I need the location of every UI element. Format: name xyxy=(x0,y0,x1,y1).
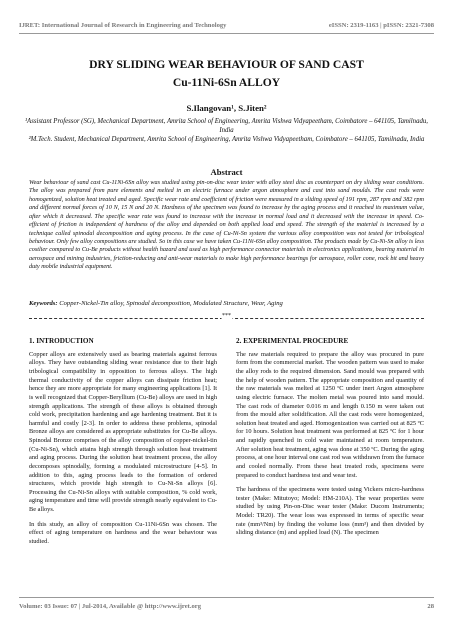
issn: eISSN: 2319-1163 | pISSN: 2321-7308 xyxy=(328,22,434,29)
page-number: 28 xyxy=(427,603,434,610)
keywords-text: Copper-Nickel-Tin alloy, Spinodal decomposition, Modulated Structure, Wear, Aging xyxy=(59,300,283,307)
abstract-heading: Abstract xyxy=(210,167,243,177)
keywords xyxy=(29,300,424,307)
affiliations xyxy=(24,118,429,145)
intro-heading: 1. INTRODUCTION xyxy=(29,337,94,345)
intro-paragraph-1: Copper alloys are extensively used as bearing materials against ferrous alloys. They have outstanding sliding wear resistance due to their high tribological compatibility in opposition to ferrous alloys. The high thermal conductivity of the copper alloys can dissipate friction heat; hence they are more appropriate for many engineering applications [1]. It is well recognized that Copper-Beryllium (Cu-Be) alloys are used in high strength applications. The strength of these alloys is obtained through cold work, precipitation hardening and age hardening treatment. But it is harmful and costly [2-3]. In order to address these problems, spinodal Bronze alloys are considered as appropriate substitutes for Cu-Be alloys. Spinodal Bronze comprises of the alloy composition of copper-nickel-tin (Cu-Ni-Sn), which attains high strength through solution heat treatment and aging process. During the solution heat treatment process, the alloy decomposes spinodally, forming a modulated microstructure [4-5]. In addition to this, aging process leads to the formation of ordered structures, which provide high strength to Cu-Ni-Sn alloys [6]. Processing the Cu-Ni-Sn alloys with suitable composition, % cold work, aging temperature and time will provide strength nearly equivalent to Cu-Be alloys. xyxy=(29,350,217,514)
volume-info: Volume: 03 Issue: 07 | Jul-2014, Available @ http://www.ijret.org xyxy=(19,603,202,610)
title-line-2: Cu-11Ni-6Sn ALLOY xyxy=(172,75,281,89)
footer-rule xyxy=(19,597,434,598)
header-rule xyxy=(19,33,434,34)
right-column xyxy=(236,337,424,544)
affiliation-2: ²M.Tech. Student, Mechanical Department, Amrita School of Engineering, Amrita Vishwa Vidyapeetham, Coimbatore – 641105, Tamilnadu, India xyxy=(28,135,425,143)
section-divider xyxy=(29,313,424,323)
experimental-heading: 2. EXPERIMENTAL PROCEDURE xyxy=(236,337,349,345)
keywords-label: Keywords: xyxy=(29,300,58,307)
journal-name: IJRET: International Journal of Research in Engineering and Technology xyxy=(19,22,227,29)
divider-mark: *** xyxy=(222,313,231,319)
authors: S.Ilangovan¹, S.Jiten² xyxy=(186,103,267,113)
intro-paragraph-2: In this study, an alloy of composition Cu-11Ni-6Sn was chosen. The effect of aging temperature on hardness and the wear behaviour was studied. xyxy=(29,520,217,545)
journal-header xyxy=(19,22,434,29)
paper-title xyxy=(0,56,453,92)
affiliation-1: ¹Assistant Professor (SG), Mechanical Department, Amrita School of Engineering, Amrita Vishwa Vidyapeetham, Coimbatore – 641105, Tamilnadu, India xyxy=(25,118,428,134)
left-column xyxy=(29,337,217,553)
title-line-1: DRY SLIDING WEAR BEHAVIOUR OF SAND CAST xyxy=(89,58,364,71)
page-footer xyxy=(19,603,434,610)
experimental-paragraph-1: The raw materials required to prepare the alloy was procured in pure form from the commercial market. The wooden pattern was used to make the alloy rods to the required dimension. Sand mould was prepared with the help of wooden pattern. The appropriate composition and quantity of the raw materials was melted at 1250 ºC under inert Argon atmosphere using electric furnace. The molten metal was poured into sand mould. The cast rods of diameter 0.016 m and length 0.150 m were taken out from the mould after solidification. All the cast rods were homogenized, solution heat treated and aged. Homogenization was carried out at 825 ºC for 10 hours. Solution heat treatment was performed at 825 ºC for 1 hour and rapidly quenched in cold water maintained at room temperature. After solution heat treatment, aging was done at 350 ºC. During the aging process, at one hour interval one cast rod was withdrawn from the furnace and cooled normally. From these heat treated rods, specimens were prepared to conduct hardness test and wear test. xyxy=(236,350,424,479)
experimental-paragraph-2: The hardness of the specimens were tested using Vickers micro-hardness tester (Make: Mitutoyo; Model: HM-210A). The wear properties were studied by using Pin-on-Disc wear tester (Make: Ducom Instruments; Model: TR20). The wear loss was expressed in terms of specific wear rate (mm³/Nm) by finding the volume loss (mm³) and then divided by sliding distance (m) and applied load (N). The specimen xyxy=(236,486,424,537)
abstract-text: Wear behaviour of sand cast Cu-11Ni-6Sn alloy was studied using pin-on-disc wear tester with alloy steel disc as counterpart on dry sliding wear conditions. The alloy was prepared from pure elements and melted in an electric furnace under argon atmosphere and cast into sand moulds. The cast rods were homogenized, solution heat treated and aged. Specific wear rate and coefficient of friction were measured in a sliding speed of 191 rpm, 287 rpm and 382 rpm and different normal forces of 10 N, 15 N and 20 N. Hardness of the specimen was found to increase by the aging process and it reached its maximum value, after which it decreased. The specific wear rate was found to increase with the increase in normal load and it decreased with the increase in speed. Co-efficient of friction is independent of hardness of the alloy and depended on both applied load and speed. The strength of the material is increased by a technique called spinodal decomposition and aging process. In the case of Cu-Ni-Sn system the various alloy composition was not tested for tribological behaviour. Only few alloy compositions are studied. So in this case we have taken Cu-11Ni-6Sn alloy composition. The products made by Cu-Ni-Sn alloy is less costlier compared to Cu-Be products without health hazard and used as high performance connector materials in electronics applications, bearing material in aerospace and mining industries, friction-reducing and anti-wear materials to make high performance bearings for aerospace, roller cone, rock bit and heavy duty mobile industrial equipment. xyxy=(29,179,424,271)
